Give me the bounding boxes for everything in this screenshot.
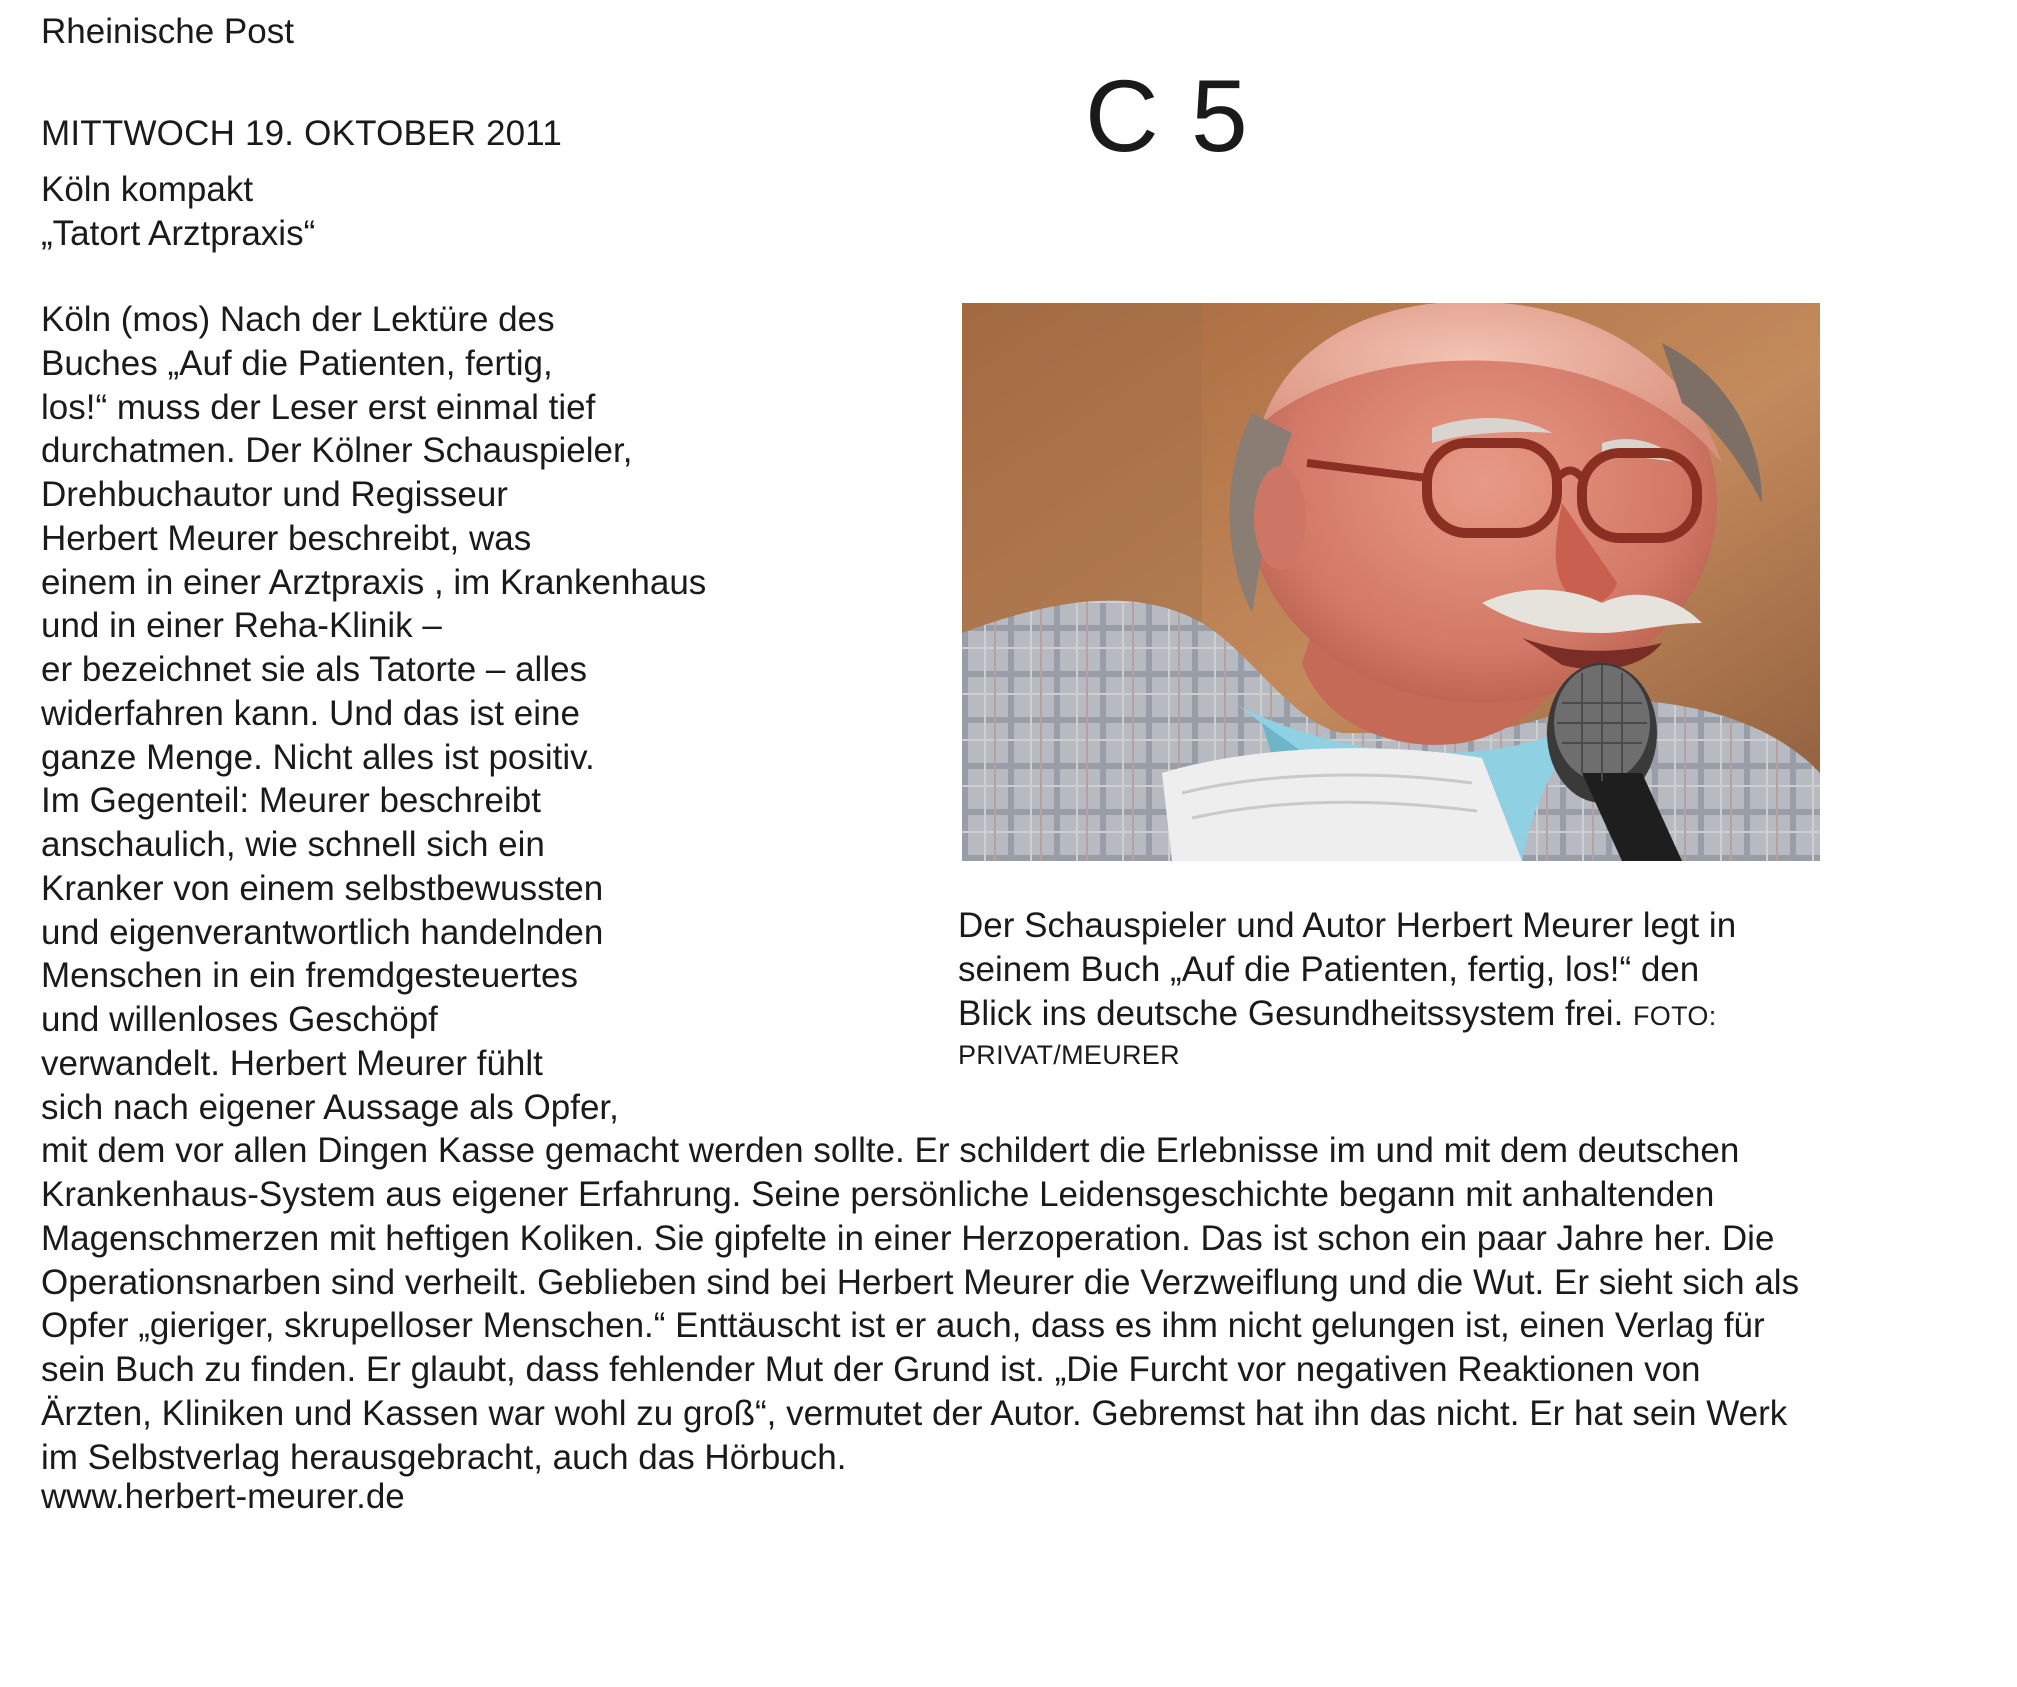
article-line: verwandelt. Herbert Meurer fühlt [41, 1043, 543, 1083]
author-website: www.herbert-meurer.de [41, 1477, 405, 1516]
section-title: Köln kompakt [41, 170, 254, 209]
article-line: Buches „Auf die Patienten, fertig, [41, 343, 553, 383]
publication-name: Rheinische Post [41, 12, 294, 51]
article-line: und eigenverantwortlich handelnden [41, 912, 604, 952]
portrait-photo-icon [962, 303, 1820, 861]
article-line: ganze Menge. Nicht alles ist positiv. [41, 737, 595, 777]
article-line: durchatmen. Der Kölner Schauspieler, [41, 431, 633, 471]
article-line: los!“ muss der Leser erst einmal tief [41, 387, 596, 427]
article-line: einem in einer Arztpraxis , im Krankenhaus [41, 562, 707, 602]
article-line: Menschen in ein fremdgesteuertes [41, 956, 578, 996]
article-line: Kranker von einem selbstbewussten [41, 868, 604, 908]
article-line: Im Gegenteil: Meurer beschreibt [41, 781, 541, 821]
article-line: Drehbuchautor und Regisseur [41, 475, 508, 514]
photo-credit-label: FOTO: [1633, 1001, 1717, 1031]
article-line: Herbert Meurer beschreibt, was [41, 518, 532, 558]
caption-line: Der Schauspieler und Autor Herbert Meurer legt in [958, 906, 1737, 945]
article-line: Opfer „gieriger, skrupelloser Menschen.“ Enttäuscht ist er auch, dass es ihm nicht gelungen ist, einen Verlag für [41, 1306, 1765, 1346]
photo-credit: PRIVAT/MEURER [958, 1040, 1180, 1070]
article-line: Krankenhaus-System aus eigener Erfahrung. Seine persönliche Leidensgeschichte begann mit anhaltenden [41, 1175, 1715, 1214]
caption-line [958, 992, 1858, 1038]
article-line: anschaulich, wie schnell sich ein [41, 825, 545, 864]
article-line: im Selbstverlag herausgebracht, auch das Hörbuch. [41, 1437, 847, 1477]
page-number: C 5 [1085, 59, 1250, 173]
article-line: mit dem vor allen Dingen Kasse gemacht werden sollte. Er schildert die Erlebnisse im und mit dem deutschen [41, 1131, 1740, 1171]
article-photo [962, 303, 1820, 861]
article-line: sein Buch zu finden. Er glaubt, dass fehlender Mut der Grund ist. „Die Furcht vor negativen Reaktionen von [41, 1350, 1701, 1389]
issue-date: MITTWOCH 19. OKTOBER 2011 [41, 114, 563, 153]
article-line: Magenschmerzen mit heftigen Koliken. Sie gipfelte in einer Herzoperation. Das ist schon ein paar Jahre her. Die [41, 1218, 1775, 1258]
caption-text: Blick ins deutsche Gesundheitssystem frei. [958, 994, 1634, 1033]
photo-caption [958, 904, 1858, 1072]
article-line: und in einer Reha-Klinik – [41, 606, 442, 646]
article-headline: „Tatort Arztpraxis“ [41, 214, 316, 253]
article-line: Köln (mos) Nach der Lektüre des [41, 300, 555, 339]
article-line: er bezeichnet sie als Tatorte – alles [41, 650, 588, 689]
caption-line: seinem Buch „Auf die Patienten, fertig, los!“ den [958, 950, 1700, 989]
article-line: sich nach eigener Aussage als Opfer, [41, 1087, 619, 1127]
article-line: widerfahren kann. Und das ist eine [41, 693, 580, 733]
article-line: und willenloses Geschöpf [41, 1000, 438, 1039]
article-line: Operationsnarben sind verheilt. Geblieben sind bei Herbert Meurer die Verzweiflung und die Wut. Er sieht sich als [41, 1262, 1800, 1302]
article-line: Ärzten, Kliniken und Kassen war wohl zu groß“, vermutet der Autor. Gebremst hat ihn das nicht. Er hat sein Werk [41, 1393, 1788, 1433]
